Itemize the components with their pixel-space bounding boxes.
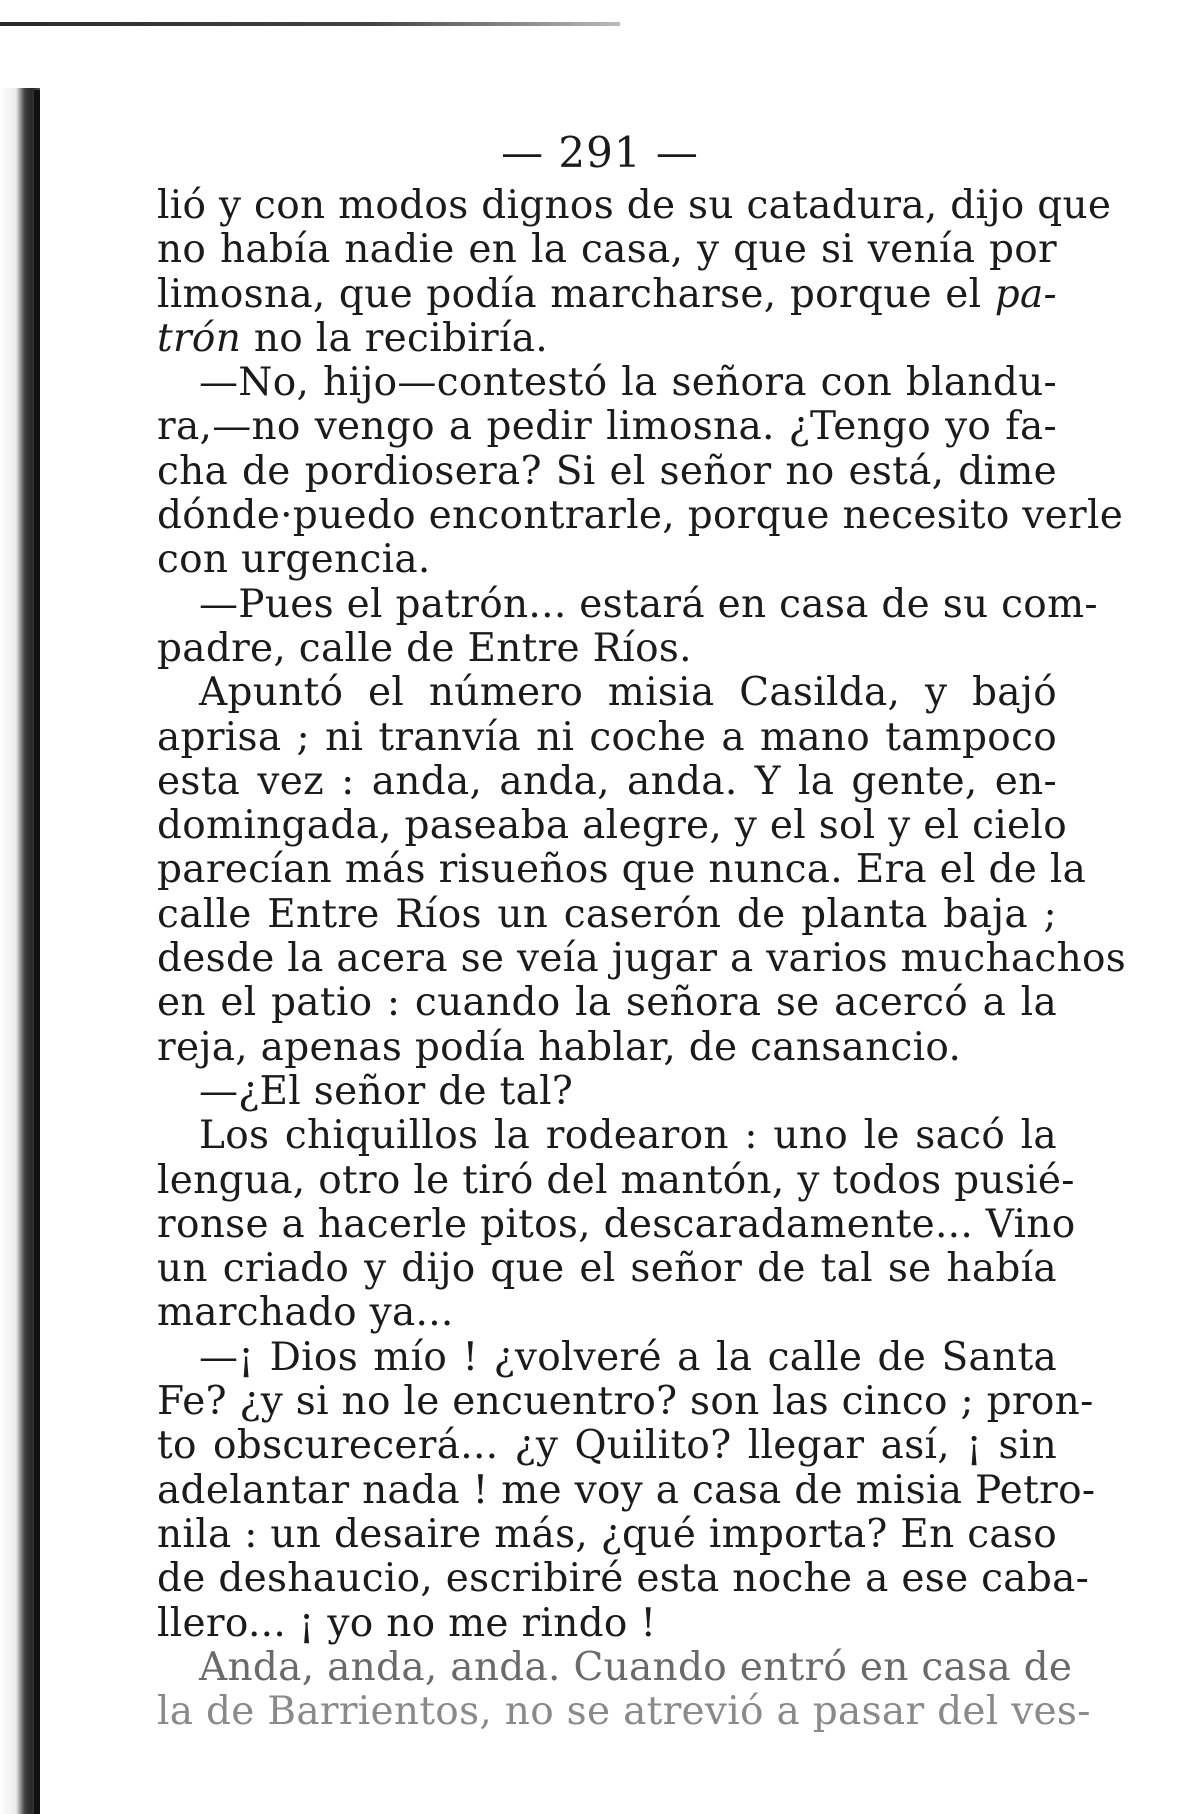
text-line: cha de pordiosera? Si el señor no está, dime xyxy=(157,448,1057,494)
scan-top-rule xyxy=(0,22,620,26)
text-line: dónde·puedo encontrarle, porque necesito verle xyxy=(157,493,1124,539)
body-text xyxy=(157,183,1127,1735)
text-line: marchado ya... xyxy=(157,1290,454,1336)
text-line: lengua, otro le tiró del mantón, y todos pusié- xyxy=(157,1157,1075,1203)
text-line: llero... ¡ yo no me rindo ! xyxy=(157,1600,657,1646)
text-line: un criado y dijo que el señor de tal se había xyxy=(157,1246,1057,1292)
text-line-segment: limosna, que podía marcharse, porque el xyxy=(157,271,995,317)
text-line: ra,—no vengo a pedir limosna. ¿Tengo yo fa- xyxy=(157,404,1057,450)
text-line-with-italic xyxy=(157,317,1057,361)
text-line: Fe? ¿y si no le encuentro? son las cinco ; pron- xyxy=(157,1379,1094,1425)
text-line: ronse a hacerle pitos, descaradamente... Vino xyxy=(157,1201,1076,1247)
text-line: Anda, anda, anda. Cuando entró en casa de xyxy=(199,1644,1073,1690)
italic-word: trón xyxy=(157,315,242,361)
text-line: esta vez : anda, anda, anda. Y la gente, en- xyxy=(157,758,1057,804)
text-line: desde la acera se veía jugar a varios muchachos xyxy=(157,936,1127,982)
text-line: reja, apenas podía hablar, de cansancio. xyxy=(157,1024,962,1070)
text-line-with-italic xyxy=(157,273,1057,317)
text-line: Apuntó el número misia Casilda, y bajó xyxy=(199,670,1057,716)
text-line: calle Entre Ríos un caserón de planta baja ; xyxy=(157,891,1057,937)
page-number: — 291 — xyxy=(501,128,699,177)
scan-binding-shadow xyxy=(34,90,40,1814)
text-line: domingada, paseaba alegre, y el sol y el cielo xyxy=(157,803,1067,849)
text-line: adelantar nada ! me voy a casa de misia Petro- xyxy=(157,1467,1096,1513)
text-line: parecían más risueños que nunca. Era el de la xyxy=(157,847,1087,893)
text-line: —¿El señor de tal? xyxy=(199,1068,574,1114)
text-line: la de Barrientos, no se atrevió a pasar del ves- xyxy=(157,1689,1091,1735)
text-line: no había nadie en la casa, y que si venía por xyxy=(157,227,1057,273)
text-line: —Pues el patrón... estará en casa de su com- xyxy=(199,581,1098,627)
italic-word: pa- xyxy=(994,271,1057,317)
text-line: padre, calle de Entre Ríos. xyxy=(157,625,692,671)
text-line: —¡ Dios mío ! ¿volveré a la calle de Santa xyxy=(199,1334,1057,1380)
text-line: lió y con modos dignos de su catadura, dijo que xyxy=(157,183,1112,228)
text-line: aprisa ; ni tranvía ni coche a mano tampoco xyxy=(157,714,1057,760)
text-line: de deshaucio, escribiré esta noche a ese caba- xyxy=(157,1556,1090,1602)
text-line: en el patio : cuando la señora se acercó a la xyxy=(157,980,1057,1026)
text-line: nila : un desaire más, ¿qué importa? En caso xyxy=(157,1511,1057,1557)
text-line: —No, hijo—contestó la señora con blandu- xyxy=(199,360,1057,406)
text-line: con urgencia. xyxy=(157,537,431,583)
text-line: Los chiquillos la rodearon : uno le sacó la xyxy=(199,1113,1057,1159)
text-line-segment: no la recibiría. xyxy=(241,315,548,361)
text-line: to obscurecerá... ¿y Quilito? llegar así, ¡ sin xyxy=(157,1423,1057,1469)
